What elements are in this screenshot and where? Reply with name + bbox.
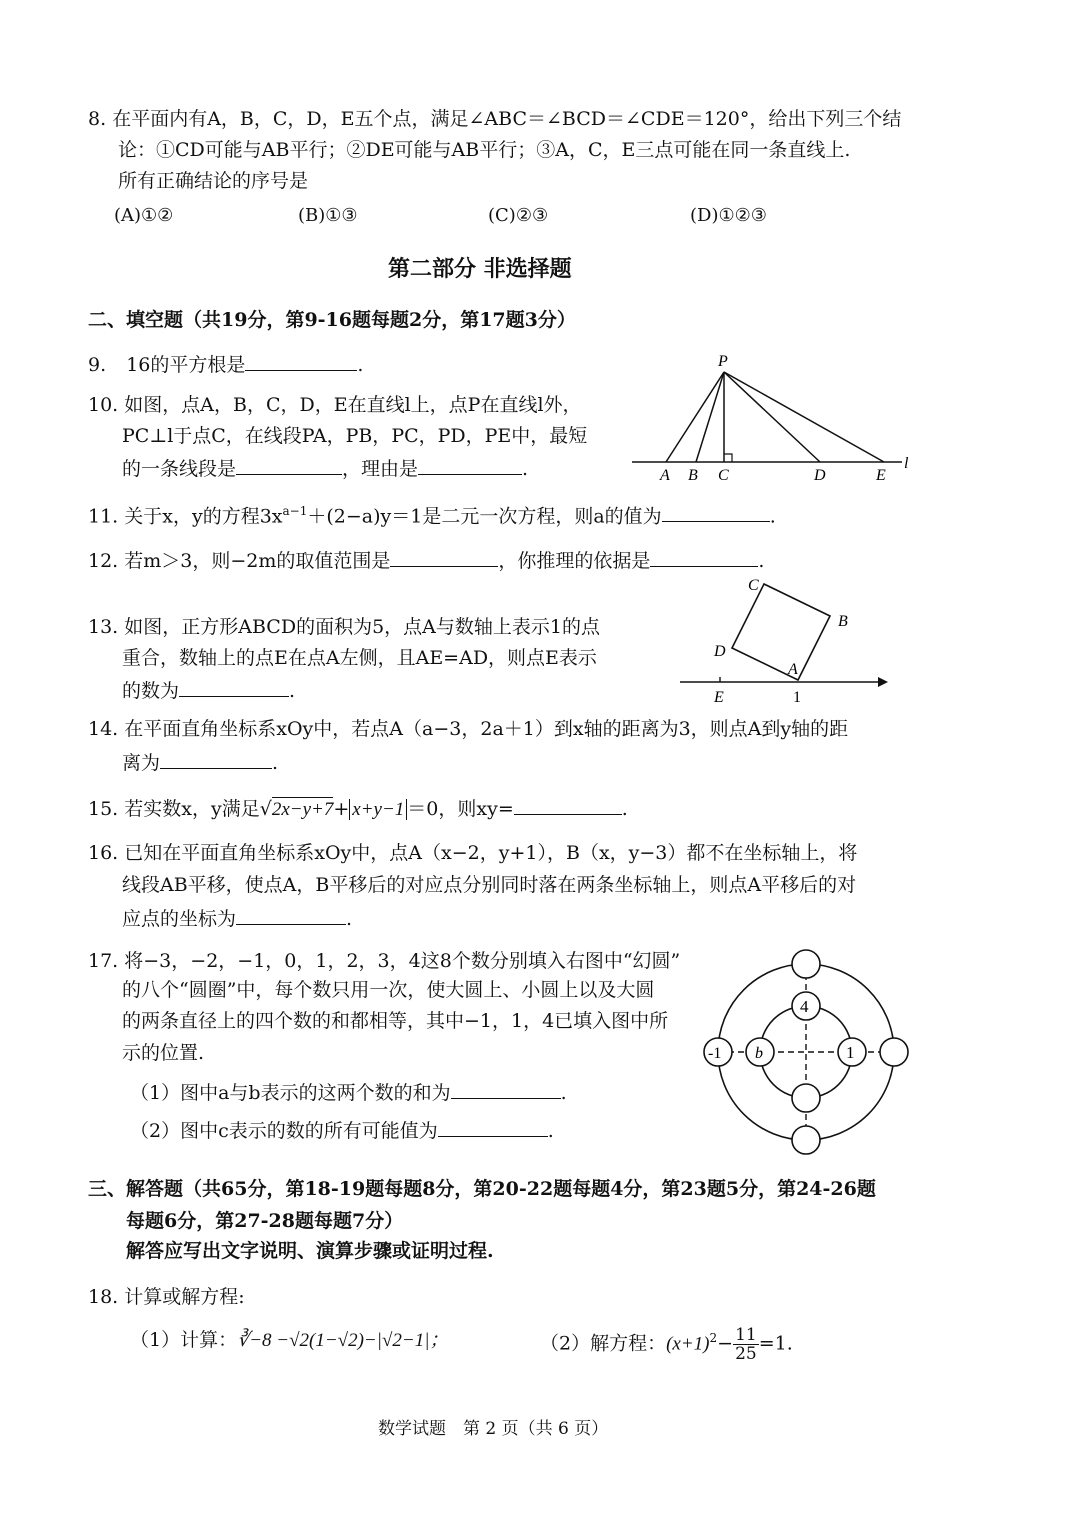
q13-text-1: 如图，正方形ABCD的面积为5，点A与数轴上表示1的点: [124, 616, 600, 638]
q18-title-text: 计算或解方程:: [124, 1286, 245, 1308]
circle-slot-top-outer: [792, 950, 820, 978]
q15-abs-content: x+y−1: [349, 799, 407, 820]
q10-blank-reason[interactable]: [418, 454, 522, 475]
fraction-denominator: 25: [735, 1343, 757, 1364]
q9: [88, 350, 363, 378]
q15-text-a: 若实数x，y满足: [124, 798, 260, 820]
q16-line1: [88, 840, 857, 866]
square-abcd: [732, 584, 830, 680]
label-p: P: [718, 353, 728, 370]
value-one: 1: [846, 1043, 855, 1062]
q12-blank-range[interactable]: [390, 546, 498, 567]
label-one: 1: [793, 689, 801, 706]
q17-sub1-period: .: [560, 1082, 567, 1104]
label-b: B: [688, 467, 698, 484]
label-e: E: [714, 689, 724, 706]
q8-text-1: 在平面内有A，B，C，D，E五个点，满足∠ABC＝∠BCD＝∠CDE＝120°，给出下列三个结: [112, 108, 902, 130]
q13-number: 13.: [88, 616, 119, 638]
q10-number: 10.: [88, 394, 119, 416]
segment-pd: [724, 372, 820, 462]
q10-figure: [630, 350, 920, 490]
q12-period: .: [758, 550, 765, 572]
q18-sub2-base: (x+1): [666, 1333, 710, 1355]
q12: [88, 546, 764, 574]
q10-line2: PC⊥l于点C，在线段PA，PB，PC，PD，PE中，最短: [122, 425, 588, 447]
q9-number: 9.: [88, 354, 107, 376]
q13-line2: 重合，数轴上的点E在点A左侧，且AE=AD，则点E表示: [122, 647, 597, 669]
q18-sub2-rhs: =1.: [758, 1332, 793, 1355]
value-neg-one: -1: [708, 1045, 722, 1062]
q10-line3: [122, 454, 528, 482]
label-b: b: [755, 1045, 763, 1062]
q9-period: .: [357, 354, 364, 376]
magic-circle-figure: [700, 946, 920, 1156]
label-c: C: [718, 467, 729, 484]
q18-sub1-expression: ∛−8 −√2(1−√2)−|√2−1|；: [237, 1330, 449, 1351]
q8-option-d: (D)①②③: [690, 205, 767, 226]
q8-number: 8.: [88, 108, 107, 130]
q10-line1: [88, 392, 582, 418]
label-d: D: [714, 643, 726, 660]
q15: 15. 若实数x，y满足√2x−y+7+ x+y−1 ＝0，则xy= .: [88, 794, 628, 823]
q10-period: .: [522, 458, 529, 480]
q11: [88, 498, 776, 529]
q14-line1: [88, 716, 848, 742]
segment-pa: [666, 372, 724, 462]
q8-option-b: (B)①③: [298, 205, 358, 226]
q13-period: .: [289, 680, 296, 702]
q8-line3: 所有正确结论的序号是: [118, 170, 309, 192]
page-footer: 数学试题 第 2 页（共 6 页）: [378, 1419, 609, 1439]
q11-answer-blank[interactable]: [662, 501, 770, 522]
label-a: A: [660, 467, 670, 484]
circle-slot-bottom-outer: [792, 1126, 820, 1154]
fraction-numerator: 11: [735, 1324, 757, 1345]
q18-sub1: [130, 1327, 448, 1354]
q18-fraction: [733, 1326, 759, 1363]
q8-option-c: (C)②③: [488, 205, 549, 226]
q11-period: .: [769, 505, 776, 528]
q14-text-2a: 离为: [122, 752, 161, 774]
q17-line2: 的八个“圆圈”中，每个数只用一次，使大圆上、小圆上以及大圆: [122, 979, 655, 1001]
q18-title: [88, 1284, 245, 1310]
right-angle-mark: [724, 454, 732, 462]
q8-line2: 论：①CD可能与AB平行；②DE可能与AB平行；③A，C，E三点可能在同一条直线上.: [118, 139, 851, 161]
q18-sub2-minus: −: [717, 1332, 734, 1355]
q16-text-1: 已知在平面直角坐标系xOy中，点A（x−2，y+1），B（x，y−3）都不在坐标轴上，将: [124, 842, 858, 864]
section3-note: 解答应写出文字说明、演算步骤或证明过程.: [126, 1240, 494, 1262]
axis-arrow-icon: [878, 677, 888, 687]
label-e: E: [876, 467, 886, 484]
q12-blank-basis[interactable]: [650, 546, 758, 567]
q15-answer-blank[interactable]: [514, 794, 622, 815]
q14-number: 14.: [88, 718, 119, 740]
q13-figure: [676, 570, 896, 710]
q18-number: 18.: [88, 1286, 119, 1308]
q15-period: .: [621, 798, 628, 820]
q17-line4: 示的位置.: [122, 1042, 205, 1064]
q18-sub1-label: （1）计算：: [130, 1329, 238, 1351]
q10-text-3b: ，理由是: [342, 458, 419, 480]
q14-answer-blank[interactable]: [160, 748, 272, 769]
q16-line3: [122, 904, 352, 932]
q18-sub2: [540, 1318, 793, 1364]
q9-answer-blank[interactable]: [245, 350, 357, 371]
label-c: C: [748, 577, 759, 594]
q8-option-a: (A)①②: [114, 205, 174, 226]
q12-number: 12.: [88, 550, 119, 572]
section2-title: 二、填空题（共19分，第9-16题每题2分，第17题3分）: [88, 309, 576, 331]
q17-sub2-period: .: [547, 1120, 554, 1142]
q11-text-b: ＋(2−a)y＝1是二元一次方程，则a的值为: [307, 505, 662, 528]
part2-title: 第二部分 非选择题: [388, 256, 572, 282]
q14-line2: [122, 748, 278, 776]
q13-line3: [122, 676, 295, 704]
q8-line1: [88, 106, 901, 132]
q12-text-a: 若m＞3，则−2m的取值范围是: [124, 550, 391, 572]
q14-text-1: 在平面直角坐标系xOy中，若点A（a−3，2a＋1）到x轴的距离为3，则点A到y轴的距: [124, 718, 849, 740]
q14-period: .: [272, 752, 279, 774]
label-a: A: [788, 661, 798, 678]
q13-line1: [88, 614, 600, 640]
q17-sub2-blank[interactable]: [438, 1116, 548, 1137]
q18-sub2-exponent: 2: [709, 1331, 718, 1345]
q10-text-3a: 的一条线段是: [122, 458, 237, 480]
q18-sub2-label: （2）解方程：: [540, 1332, 667, 1355]
label-b: B: [838, 613, 848, 630]
q11-exponent: a−1: [282, 504, 308, 518]
q10-text-1: 如图，点A，B，C，D，E在直线l上，点P在直线l外，: [124, 394, 582, 416]
q13-text-3a: 的数为: [122, 680, 180, 702]
q11-text-a: 关于x，y的方程3x: [124, 505, 283, 528]
q17-sub2: [130, 1116, 554, 1144]
segment-pb: [696, 372, 724, 462]
q17-sub1: [130, 1078, 567, 1106]
q17-line1: [88, 948, 680, 974]
q16-text-3a: 应点的坐标为: [122, 908, 237, 930]
q10-blank-segment[interactable]: [236, 454, 342, 475]
q13-answer-blank[interactable]: [179, 676, 289, 697]
segment-pe: [724, 372, 884, 462]
circle-slot-right-outer: [880, 1038, 908, 1066]
q16-number: 16.: [88, 842, 119, 864]
q17-line3: 的两条直径上的四个数的和都相等，其中−1，1，4已填入图中所: [122, 1010, 669, 1032]
section3-title-1: 三、解答题（共65分，第18-19题每题8分，第20-22题每题4分，第23题5分，第24-26题: [88, 1178, 876, 1200]
q15-text-b: ＝0，则xy=: [407, 798, 514, 820]
section3-title-2: 每题6分，第27-28题每题7分）: [126, 1210, 404, 1232]
label-d: D: [814, 467, 826, 484]
q12-text-b: ，你推理的依据是: [498, 550, 651, 572]
q17-text-1: 将−3，−2，−1，0，1，2，3，4这8个数分别填入右图中“幻圆”: [124, 950, 681, 972]
q17-sub1-text: （1）图中a与b表示的这两个数的和为: [130, 1082, 451, 1104]
q17-sub1-blank[interactable]: [451, 1078, 561, 1099]
q17-sub2-text: （2）图中c表示的数的所有可能值为: [130, 1120, 438, 1142]
q15-radicand: 2x−y+7: [271, 799, 334, 820]
q9-text: 16的平方根是: [126, 354, 246, 376]
q15-number: 15.: [88, 798, 119, 820]
q16-period: .: [346, 908, 353, 930]
q16-answer-blank[interactable]: [236, 904, 346, 925]
value-four: 4: [800, 997, 809, 1016]
q16-line2: 线段AB平移，使点A，B平移后的对应点分别同时落在两条坐标轴上，则点A平移后的对: [122, 874, 857, 896]
label-l: l: [904, 455, 909, 472]
q17-number: 17.: [88, 950, 119, 972]
q11-number: 11.: [88, 505, 119, 528]
big-circle: [718, 964, 894, 1140]
sqrt-sign-icon: √: [259, 798, 272, 820]
circle-slot-bottom-inner: [792, 1084, 820, 1112]
